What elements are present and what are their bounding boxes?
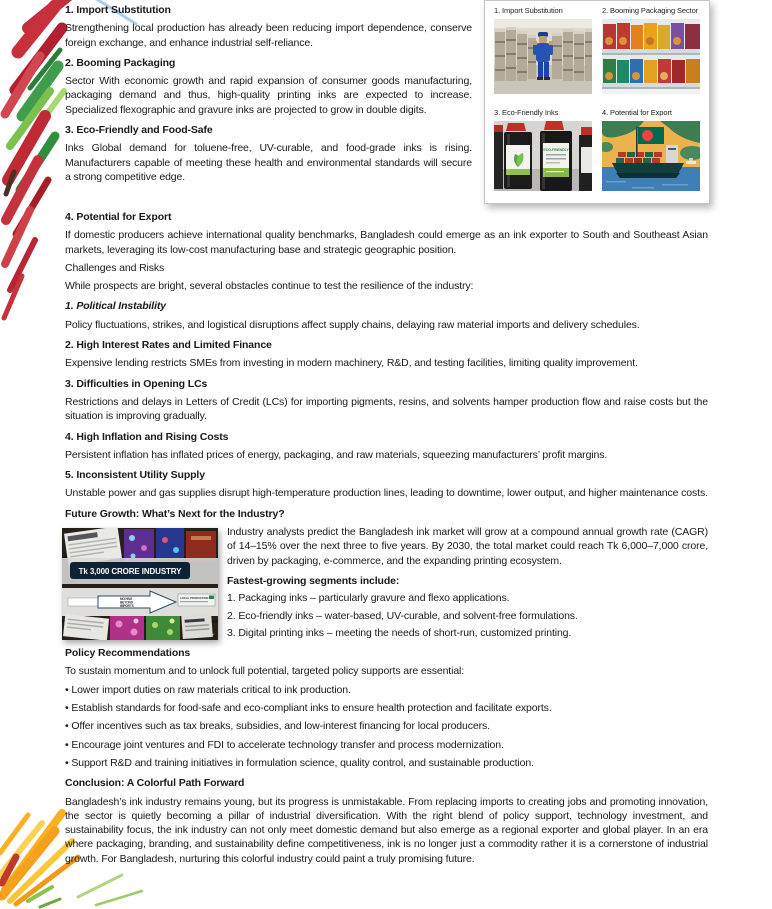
heading-eco-friendly: 3. Eco-Friendly and Food-Safe <box>65 124 213 137</box>
segment-digital-printing-inks: 3. Digital printing inks – meeting the needs of short-run, customized printing. <box>227 626 572 639</box>
label-challenges-and-risks: Challenges and Risks <box>65 261 165 274</box>
ink-bottle-back <box>494 125 503 189</box>
collage-bottom-items <box>63 614 213 640</box>
heading-inflation-costs: 4. High Inflation and Rising Costs <box>65 430 229 443</box>
figure-caption-import-substitution: 1. Import Substitution <box>494 6 563 15</box>
heading-import-substitution: 1. Import Substitution <box>65 4 171 16</box>
arrow-text-moving: MOVING <box>120 596 133 601</box>
bullet-encourage-joint-ventures: • Encourage joint ventures and FDI to accelerate technology transfer and process modernization. <box>65 738 504 751</box>
future-growth-section <box>65 525 708 640</box>
para-inflation-costs: Persistent inflation has inflated prices of energy, packaging, and raw materials, squeezing manufacturers’ profit margins. <box>65 448 608 461</box>
ink-bottle-left <box>504 123 532 189</box>
photo-booming-packaging-shelf <box>602 19 700 94</box>
heading-policy-recommendations: Policy Recommendations <box>65 647 191 660</box>
arrow-text-beyond: BEYOND <box>120 600 133 605</box>
para-policy-intro: To sustain momentum and to unlock full potential, targeted policy supports are essential: <box>65 665 465 678</box>
figure-caption-booming-packaging: 2. Booming Packaging Sector <box>602 6 699 15</box>
ink-bottle-right <box>540 121 572 191</box>
para-utility-supply: Unstable power and gas supplies disrupt high-temperature production lines, leading to downtime, lower output, and higher maintenance costs. <box>65 487 708 500</box>
arrow-text-imports: IMPORTS <box>120 603 134 608</box>
heading-potential-export: 4. Potential for Export <box>65 211 172 223</box>
heading-booming-packaging: 2. Booming Packaging <box>65 56 176 69</box>
para-political-instability: Policy fluctuations, strikes, and logistical disruptions affect supply chains, delaying raw material imports and delivery schedules. <box>65 318 640 331</box>
segment-eco-friendly-inks: 2. Eco-friendly inks – water-based, UV-curable, and solvent-free formulations. <box>227 609 578 622</box>
heading-conclusion: Conclusion: A Colorful Path Forward <box>65 777 245 790</box>
ink-bottle-edge <box>579 127 592 191</box>
bullet-support-rd-training: • Support R&D and training initiatives in formulation science, quality control, and sustainable production. <box>65 756 534 769</box>
bullet-offer-incentives: • Offer incentives such as tax breaks, subsidies, and low-interest financing for local producers. <box>65 720 490 733</box>
figure-caption-potential-for-export: 4. Potential for Export <box>602 108 672 117</box>
shelf-top-row <box>603 23 700 49</box>
diamond-icon: ✦ <box>209 632 215 640</box>
para-future-growth: Industry analysts predict the Bangladesh ink market will grow at a compound annual growth rate (CAGR) of 14–15% over the next three to five years. By 2030, the total market could reach Tk 6,000–7,000 crore, driven by packaging, e-commerce, and the expanding printing ecosystem. <box>227 526 708 567</box>
article-body <box>65 0 708 866</box>
figure-grid-card <box>484 0 710 204</box>
photo-eco-friendly-ink-bottles <box>494 121 592 191</box>
bottle-label-text: ECO-FRIENDLY <box>543 148 569 152</box>
segment-packaging-inks: 1. Packaging inks – particularly gravure and flexo applications. <box>227 592 510 605</box>
local-production-text: LOCAL PRODUCTION <box>180 596 209 601</box>
bullet-lower-import-duties: • Lower import duties on raw materials critical to ink production. <box>65 683 351 696</box>
photo-industry-collage <box>62 528 218 640</box>
photo-export-ship-illustration <box>602 121 700 191</box>
heading-political-instability: 1. Political Instability <box>65 300 166 313</box>
photo-import-substitution-factory <box>494 19 592 94</box>
para-potential-export: If domestic producers achieve international quality benchmarks, Bangladesh could emerge as an ink exporter to South and Southeast Asian markets, leveraging its low-cost manufacturing base and strategic geographic position. <box>65 229 708 256</box>
para-eco-friendly: Inks Global demand for toluene-free, UV-curable, and food-grade inks is rising. Manufacturers capable of meeting these health and environmental standards will secure a strong competitive edge. <box>65 142 472 183</box>
heading-fastest-growing-segments: Fastest-growing segments include: <box>227 574 400 587</box>
para-interest-rates: Expensive lending restricts SMEs from investing in modern machinery, R&D, and testing facilities, limiting quality improvement. <box>65 357 638 370</box>
heading-utility-supply: 5. Inconsistent Utility Supply <box>65 469 205 482</box>
para-challenges-intro: While prospects are bright, several obstacles continue to test the resilience of the industry: <box>65 280 474 293</box>
para-booming-packaging: Sector With economic growth and rapid expansion of consumer goods manufacturing, packaging demand and thus, high-quality printing inks are expected to increase. Specialized flexographic and gravure inks are projected to grow in double digits. <box>65 75 472 116</box>
para-conclusion: Bangladesh’s ink industry remains young, but its progress is unmistakable. From replacing imports to creating jobs and promoting innovation, the sector is quietly becoming a pillar of industrial diversification. With the right blend of policy support, technology investment, and sustainability focus, the ink industry can not only meet domestic demand but also emerge as a regional exporter and global player. In an era where packaging, branding, and sustainability define competitiveness, ink is no longer just a commodity rather it is a cornerstone of industrial growth. For Bangladesh, nurturing this colorful industry could paint a truly promising future. <box>65 795 708 865</box>
heading-interest-rates: 2. High Interest Rates and Limited Finance <box>65 339 272 352</box>
heading-future-growth: Future Growth: What’s Next for the Industry? <box>65 507 285 520</box>
industry-banner-text: Tk 3,000 CRORE INDUSTRY <box>78 567 182 577</box>
para-import-substitution: Strengthening local production has already been reducing import dependence, conserve foreign exchange, and enhance industrial self-reliance. <box>65 22 472 49</box>
para-opening-lcs: Restrictions and delays in Letters of Credit (LCs) for importing pigments, resins, and solvents hamper production flow and raise costs but the situation is improving gradually. <box>65 395 708 423</box>
local-production-box <box>178 594 215 606</box>
figure-caption-eco-friendly-inks: 3. Eco-Friendly Inks <box>494 108 559 117</box>
heading-opening-lcs: 3. Difficulties in Opening LCs <box>65 377 208 390</box>
bullet-establish-standards: • Establish standards for food-safe and eco-compliant inks to ensure health protection and facilitate exports. <box>65 702 552 715</box>
